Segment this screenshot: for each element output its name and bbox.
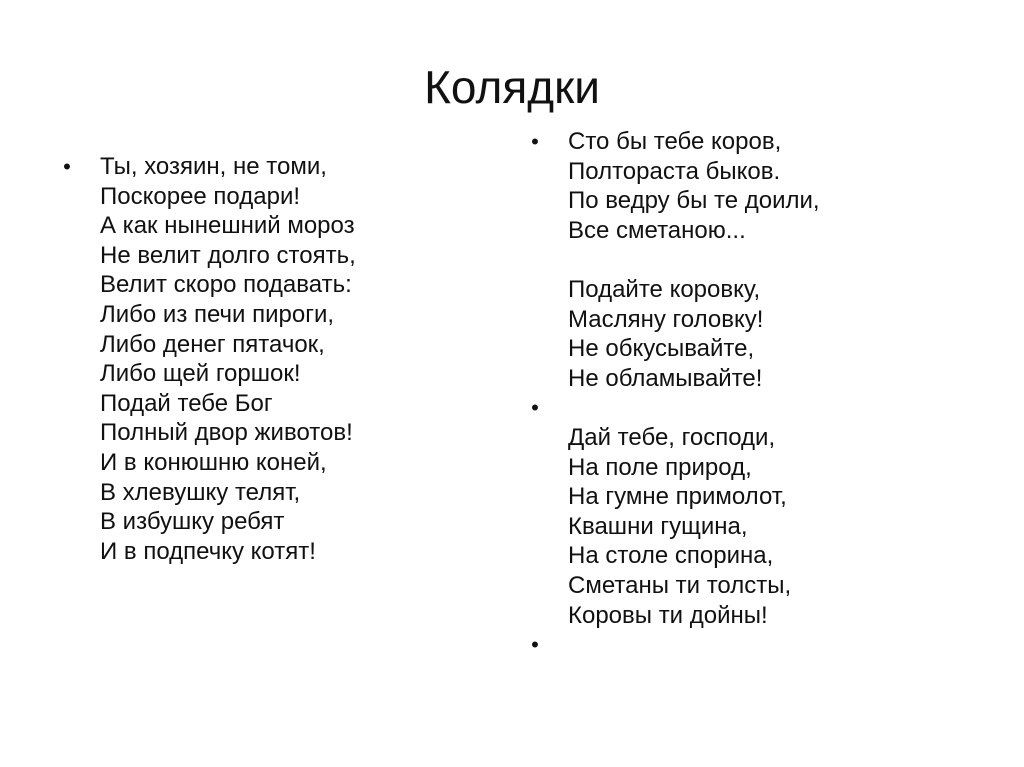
verse-line: Сто бы тебе коров,	[568, 128, 782, 155]
verse-line: Полный двор животов!	[100, 419, 353, 447]
stanza-gap	[568, 393, 820, 423]
verse-line: На гумне примолот,	[568, 483, 787, 511]
verse-line: Сметаны ти толсты,	[568, 571, 792, 599]
empty-line	[568, 630, 820, 660]
verse-line: В избушку ребят	[100, 508, 285, 536]
bullet-item	[60, 152, 356, 566]
verse-line: Поскорее подари!	[100, 182, 301, 210]
bullet-icon: •	[531, 395, 539, 421]
verse-line: В хлевушку телят,	[100, 478, 301, 506]
verse-line: Либо из печи пироги,	[100, 300, 335, 328]
verse-line: Подайте коровку,	[568, 275, 761, 303]
stanza-gap	[568, 245, 820, 275]
verse-line: Велит скоро подавать:	[100, 271, 352, 299]
verse-line: Либо щей горшок!	[100, 360, 301, 388]
verse-line: Ты, хозяин, не томи,	[100, 153, 327, 180]
verse-line: Не обкусывайте,	[568, 335, 755, 363]
verse-line: Масляну головку!	[568, 305, 764, 333]
verse-line: Дай тебе, господи,	[568, 423, 776, 451]
verse-line: Коровы ти дойны!	[568, 601, 768, 629]
verse-line: Не обламывайте!	[568, 364, 763, 392]
verse-line: И в конюшню коней,	[100, 448, 327, 476]
verse-line: Все сметаною...	[568, 216, 746, 244]
verse-line: Либо денег пятачок,	[100, 330, 325, 358]
verse-line: Квашни гущина,	[568, 512, 748, 540]
verse-line: И в подпечку котят!	[100, 537, 316, 565]
slide-title: Колядки	[424, 61, 600, 113]
bullet-icon: •	[531, 129, 539, 154]
right-column	[528, 127, 820, 660]
bullet-icon: •	[531, 632, 539, 658]
verse-line: Подай тебе Бог	[100, 389, 273, 417]
verse-line: На столе спорина,	[568, 542, 774, 570]
left-column	[60, 152, 356, 566]
verse-line: По ведру бы те доили,	[568, 187, 820, 215]
bullet-item	[528, 630, 820, 660]
verse-line: На поле природ,	[568, 453, 752, 481]
verse-line: Полтораста быков.	[568, 157, 781, 185]
verse-line: Не велит долго стоять,	[100, 241, 356, 269]
verse-line: А как нынешний мороз	[100, 212, 355, 240]
bullet-item	[528, 393, 820, 630]
bullet-item	[528, 127, 820, 393]
bullet-icon: •	[63, 154, 71, 179]
